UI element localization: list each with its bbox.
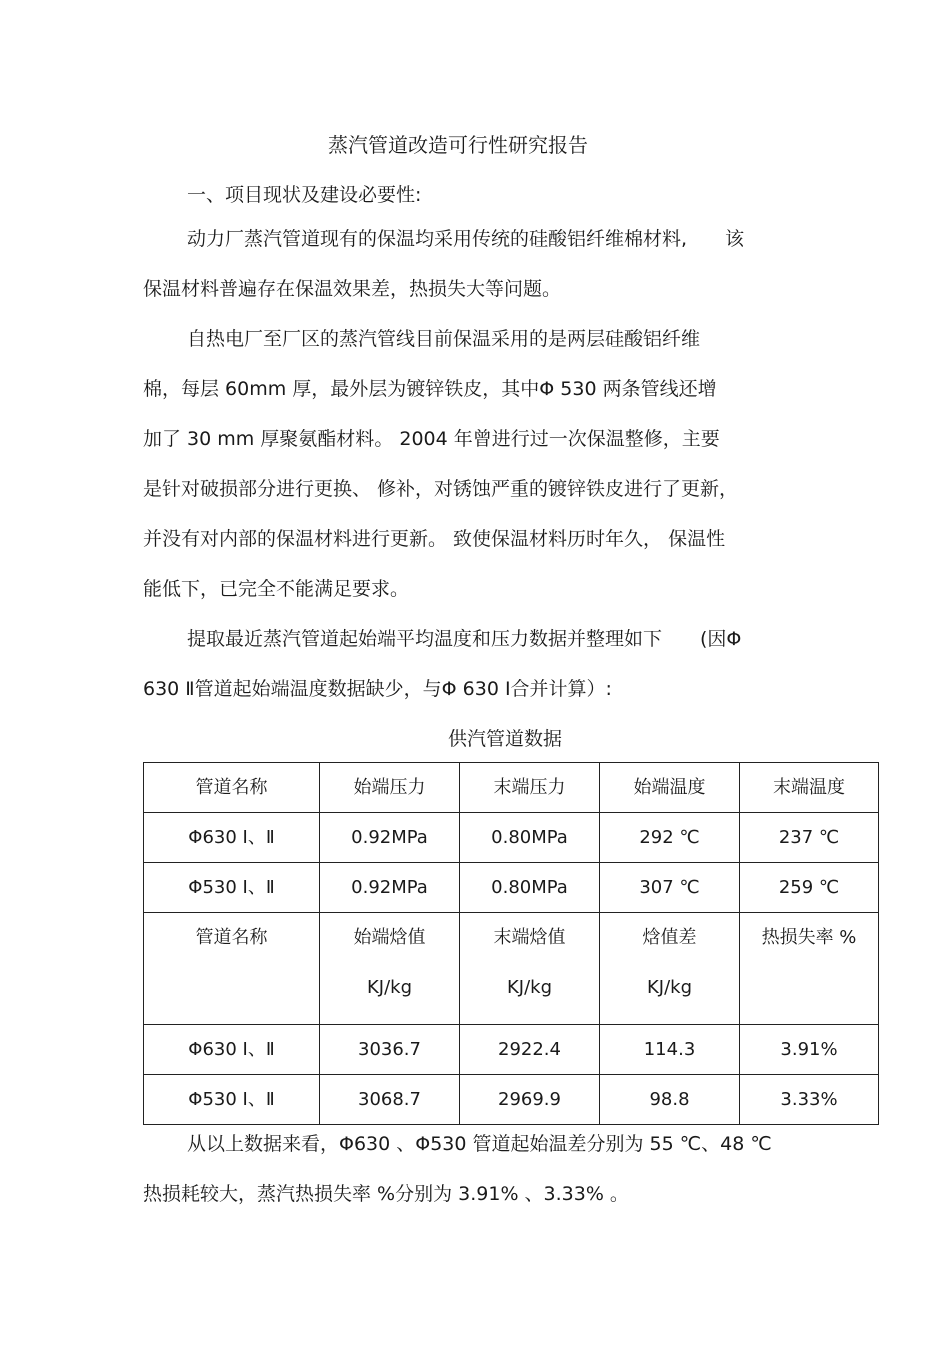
table-header-cell (740, 913, 879, 1025)
paragraph-line: 是针对破损部分进行更换、 修补，对锈蚀严重的镀锌铁皮进行了更新， (143, 478, 739, 500)
paragraph-line: 加了 30 mm 厚聚氨酯材料。 2004 年曾进行过一次保温整修，主要 (143, 428, 720, 450)
table-cell: Φ630 Ⅰ、Ⅱ (144, 1025, 320, 1075)
table-cell: Φ530 Ⅰ、Ⅱ (144, 1075, 320, 1125)
table-cell: 0.92MPa (320, 863, 460, 913)
table-header-cell (144, 913, 320, 1025)
header-unit: KJ/kg (366, 977, 413, 998)
paragraph-line: 动力厂蒸汽管道现有的保温均采用传统的硅酸铝纤维棉材料, 该 (187, 228, 745, 250)
header-unit: KJ/kg (506, 977, 553, 998)
table-cell: 3.91% (740, 1025, 879, 1075)
header-label: 焓值差 (642, 927, 697, 948)
table-cell: 237 ℃ (740, 813, 879, 863)
paragraph-line: 自热电厂至厂区的蒸汽管线目前保温采用的是两层硅酸铝纤维 (187, 328, 701, 350)
pipeline-data-table (143, 762, 879, 1125)
table-cell: 2922.4 (460, 1025, 600, 1075)
table-cell: 2969.9 (460, 1075, 600, 1125)
paragraph-line: 提取最近蒸汽管道起始端平均温度和压力数据并整理如下 (因Φ (187, 628, 742, 650)
paragraph-line: 并没有对内部的保温材料进行更新。 致使保温材料历时年久， 保温性 (143, 528, 726, 550)
table-row (144, 1025, 879, 1075)
table-cell: 0.80MPa (460, 813, 600, 863)
document-title: 蒸汽管道改造可行性研究报告 (328, 133, 588, 157)
table-cell: 3068.7 (320, 1075, 460, 1125)
paragraph-line: 保温材料普遍存在保温效果差，热损失大等问题。 (143, 278, 562, 300)
table-header-cell (460, 913, 600, 1025)
table-cell: 3.33% (740, 1075, 879, 1125)
table-header-row (144, 913, 879, 1025)
table-cell: 259 ℃ (740, 863, 879, 913)
table-cell: 98.8 (600, 1075, 740, 1125)
table-caption: 供汽管道数据 (447, 728, 562, 750)
header-label: 末端焓值 (493, 927, 566, 948)
table-cell: 0.92MPa (320, 813, 460, 863)
header-label: 热损失率 % (761, 927, 857, 948)
header-label: 管道名称 (195, 927, 268, 948)
table-header-cell: 始端压力 (320, 763, 460, 813)
paragraph-line: 630 Ⅱ管道起始端温度数据缺少，与Φ 630 Ⅰ合并计算）: (143, 678, 612, 700)
table-header-cell (320, 913, 460, 1025)
table-header-cell: 管道名称 (144, 763, 320, 813)
table-row (144, 863, 879, 913)
table-header-cell: 末端压力 (460, 763, 600, 813)
table-header-cell: 末端温度 (740, 763, 879, 813)
table-header-cell (600, 913, 740, 1025)
paragraph-line: 热损耗较大，蒸汽热损失率 %分别为 3.91% 、3.33% 。 (143, 1183, 629, 1205)
table-cell: 3036.7 (320, 1025, 460, 1075)
table-header-cell: 始端温度 (600, 763, 740, 813)
section-heading: 一、项目现状及建设必要性: (187, 184, 422, 206)
table-header-row (144, 763, 879, 813)
table-cell: 307 ℃ (600, 863, 740, 913)
table-cell: 292 ℃ (600, 813, 740, 863)
header-unit: KJ/kg (646, 977, 693, 998)
paragraph-line: 从以上数据来看，Φ630 、Φ530 管道起始温差分别为 55 ℃、48 ℃ (187, 1133, 772, 1155)
table-cell: 0.80MPa (460, 863, 600, 913)
table-cell: Φ530 Ⅰ、Ⅱ (144, 863, 320, 913)
paragraph-line: 棉，每层 60mm 厚，最外层为镀锌铁皮，其中Φ 530 两条管线还增 (143, 378, 717, 400)
table-cell: Φ630 Ⅰ、Ⅱ (144, 813, 320, 863)
table-row (144, 813, 879, 863)
table-row (144, 1075, 879, 1125)
header-label: 始端焓值 (353, 927, 426, 948)
table-cell: 114.3 (600, 1025, 740, 1075)
paragraph-line: 能低下，已完全不能满足要求。 (143, 578, 410, 600)
